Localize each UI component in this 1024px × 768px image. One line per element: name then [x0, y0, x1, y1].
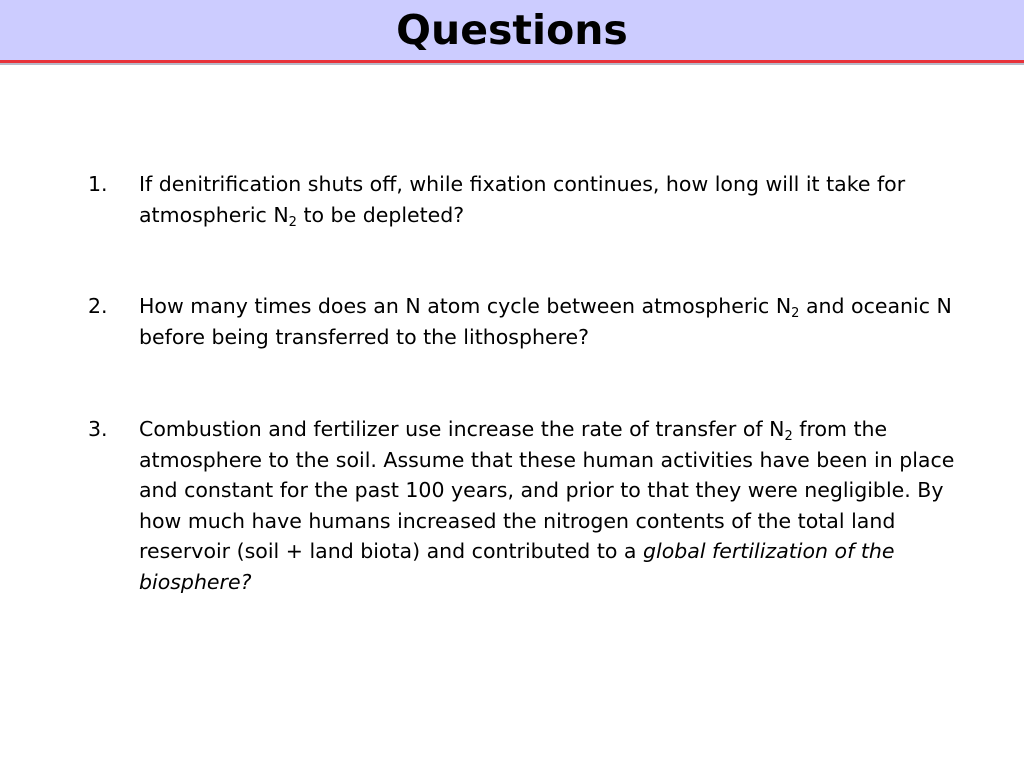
question-number: 2.	[88, 294, 108, 318]
question-text-part: and oceanic N before being transferred to the lithosphere?	[139, 294, 952, 349]
question-number: 1.	[88, 172, 108, 196]
question-text	[139, 414, 968, 597]
question-text-part: Combustion and fertilizer use increase the rate of transfer of N	[139, 417, 785, 441]
question-text-part: from the atmosphere to the soil. Assume that these human activities have been in place and constant for the past 100 years, and prior to that they were negligible. By how much have humans increased the nitrogen contents of the total land reservoir (soil + land biota) and contributed to a	[139, 417, 955, 563]
question-text	[139, 169, 968, 230]
question-text-part: How many times does an N atom cycle between atmospheric N	[139, 294, 792, 318]
subscript: 2	[288, 214, 297, 230]
question-text-part: to be depleted?	[296, 202, 465, 227]
question-text-italic: global fertilization of the biosphere?	[139, 539, 895, 594]
question-text	[139, 291, 968, 352]
page-title: Questions	[396, 6, 628, 54]
question-text-part: If denitrification shuts off, while fixation continues, how long will it take for atmospheric N	[139, 172, 906, 227]
subscript: 2	[791, 306, 800, 321]
title-underline-shadow	[0, 63, 1024, 65]
question-number: 3.	[88, 417, 108, 441]
subscript: 2	[784, 429, 793, 444]
title-underline	[0, 60, 1024, 66]
